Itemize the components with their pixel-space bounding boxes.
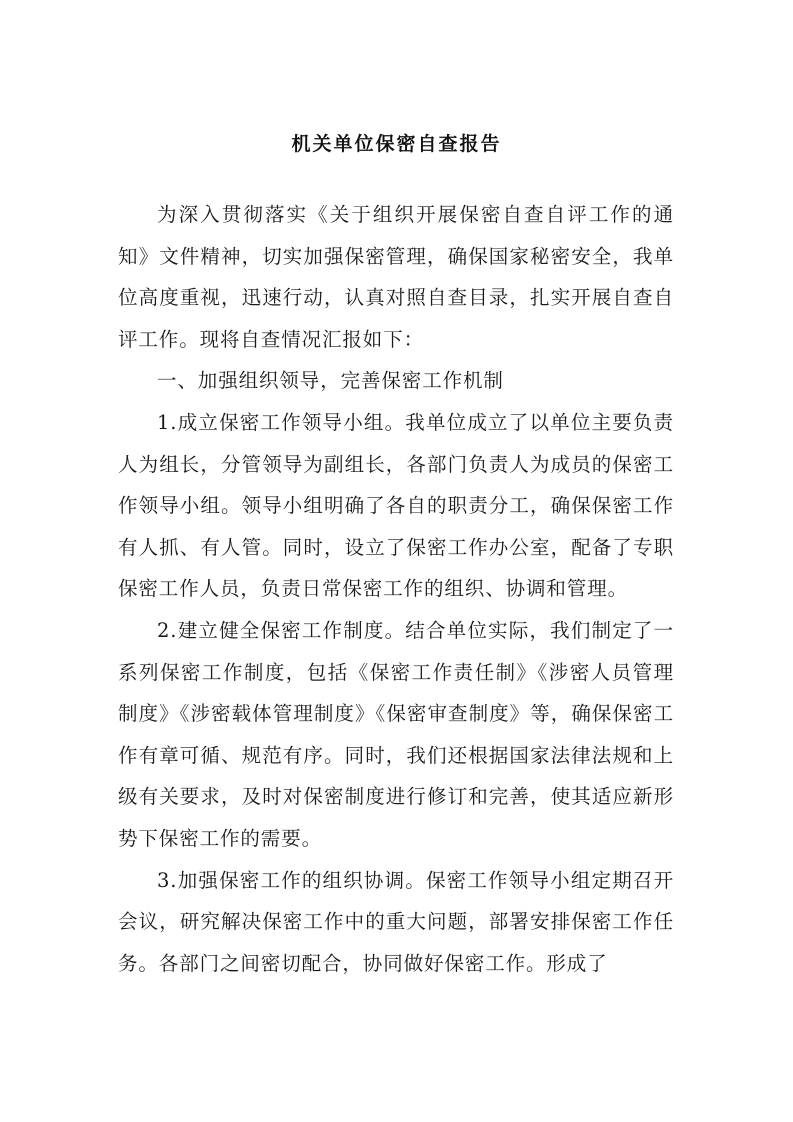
section-heading: 一、加强组织领导，完善保密工作机制 xyxy=(157,369,504,393)
document-body xyxy=(118,194,674,984)
item-paragraph: 2.建立健全保密工作制度。结合单位实际，我们制定了一系列保密工作制度，包括《保密工作责任制》《涉密人员管理制度》《涉密载体管理制度》《保密审查制度》等，确保保密工作有章可循、规范有序。同时，我们还根据国家法律法规和上级有关要求，及时对保密制度进行修订和完善，使其适应新形势下保密工作的需要。 xyxy=(118,618,674,850)
document-title: 机关单位保密自查报告 xyxy=(291,133,502,155)
intro-paragraph: 为深入贯彻落实《关于组织开展保密自查自评工作的通知》文件精神，切实加强保密管理，确保国家秘密安全，我单位高度重视，迅速行动，认真对照自查目录，扎实开展自查自评工作。现将自查情况汇报如下： xyxy=(118,203,674,351)
item-paragraph: 1.成立保密工作领导小组。我单位成立了以单位主要负责人为组长，分管领导为副组长，各部门负责人为成员的保密工作领导小组。领导小组明确了各自的职责分工，确保保密工作有人抓、有人管。同时，设立了保密工作办公室，配备了专职保密工作人员，负责日常保密工作的组织、协调和管理。 xyxy=(118,410,674,601)
item-paragraph: 3.加强保密工作的组织协调。保密工作领导小组定期召开会议，研究解决保密工作中的重大问题，部署安排保密工作任务。各部门之间密切配合，协同做好保密工作。形成了 xyxy=(118,868,674,975)
